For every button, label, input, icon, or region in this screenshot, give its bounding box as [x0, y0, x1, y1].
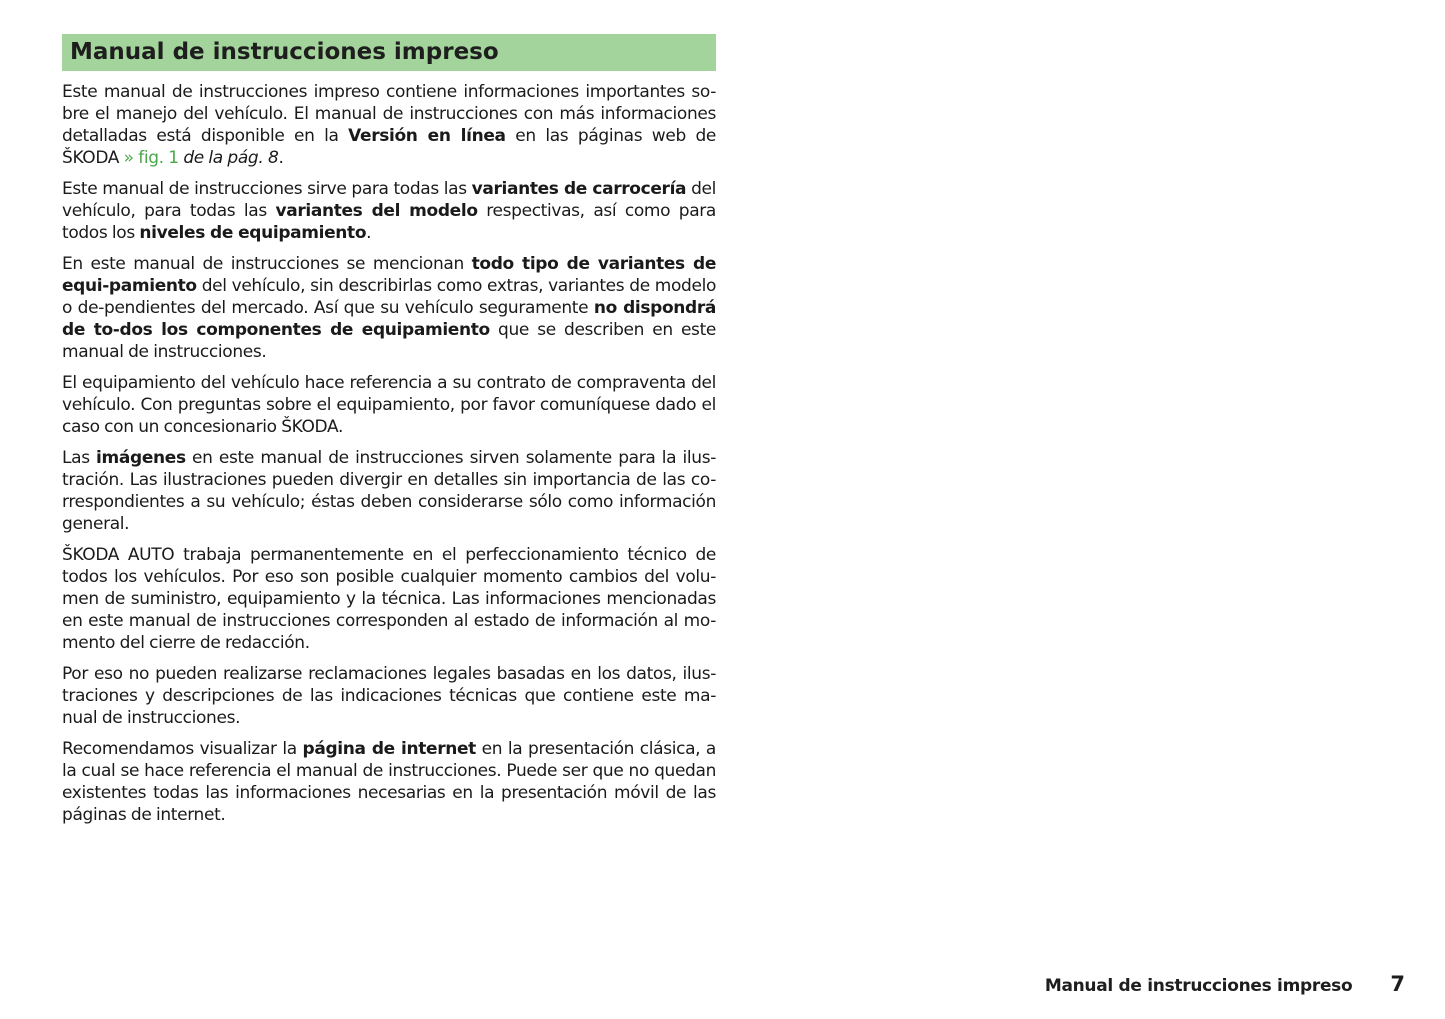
page-reference: de la pág. 8 — [178, 148, 279, 168]
text: Por eso no pueden realizarse reclamaciones legales basadas en los datos, ilus-traciones y descripciones de las indicaciones técnicas que contiene este ma-nual de instrucciones. — [62, 664, 716, 728]
text: respectivas, así como para todos los — [62, 201, 716, 243]
text: en la presentación clásica, a la cual se hace referencia el manual de instrucciones. Puede ser que no quedan existentes todas las informaciones necesarias en la presentación móvil de las páginas de internet. — [62, 739, 716, 825]
text: en las páginas web de ŠKODA — [62, 126, 717, 168]
paragraph-legal-claims — [62, 663, 716, 729]
text: Este manual de instrucciones sirve para todas las — [62, 179, 472, 199]
paragraph-contract — [62, 372, 716, 438]
bold-model-variants: variantes del modelo — [275, 201, 478, 221]
paragraph-images — [62, 447, 716, 535]
bold-website: página de internet — [302, 739, 476, 759]
bold-body-variants: variantes de carrocería — [471, 179, 687, 199]
text: en este manual de instrucciones sirven solamente para la ilus-tración. Las ilustraciones pueden divergir en detalles sin importancia de las co-rrespondientes a su vehículo; éstas deben considerarse sólo como información general. — [62, 448, 717, 534]
paragraph-improvements — [62, 544, 716, 654]
bold-equipment-levels: niveles de equipamiento — [139, 223, 367, 243]
main-column — [62, 34, 716, 835]
bold-images: imágenes — [96, 448, 186, 468]
text: Este manual de instrucciones impreso contiene informaciones importantes so-bre el manejo del vehículo. El manual de instrucciones con más informaciones detalladas está disponible en la — [62, 82, 716, 146]
page-footer — [1045, 970, 1405, 998]
section-heading: Manual de instrucciones impreso — [62, 34, 716, 71]
page-number: 7 — [1390, 972, 1405, 996]
paragraph-website — [62, 738, 716, 826]
paragraph-variants — [62, 178, 716, 244]
text: . — [366, 223, 372, 243]
paragraph-equipment-variants — [62, 253, 716, 363]
text: del vehículo, para todas las — [62, 179, 716, 221]
bold-not-all-components: no dispondrá de to-dos los componentes de equipamiento — [62, 298, 717, 340]
text: Recomendamos visualizar la — [62, 739, 303, 759]
text: . — [278, 148, 284, 168]
text: Las — [62, 448, 97, 468]
bold-online-version: Versión en línea — [348, 126, 506, 146]
figure-reference-link[interactable]: » fig. 1 — [123, 148, 179, 168]
paragraph-printed-manual — [62, 81, 716, 169]
bold-all-equipment-variants: todo tipo de variantes de equi-pamiento — [62, 254, 716, 296]
text: del vehículo, sin describirlas como extras, variantes de modelo o de-pendientes del mercado. Así que su vehículo seguramente — [62, 276, 716, 318]
text: El equipamiento del vehículo hace referencia a su contrato de compraventa del vehículo. Con preguntas sobre el equipamiento, por favor comuníquese dado el caso con un concesionario ŠKODA. — [62, 373, 716, 437]
text: ŠKODA AUTO trabaja permanentemente en el perfeccionamiento técnico de todos los vehículos. Por eso son posible cualquier momento cambios del volu-men de suministro, equipamiento y la técnica. Las informaciones mencionadas en este manual de instrucciones corresponden al estado de información al mo-mento del cierre de redacción. — [62, 545, 716, 653]
text: En este manual de instrucciones se mencionan — [62, 254, 472, 274]
text: que se describen en este manual de instrucciones. — [62, 320, 716, 362]
footer-title: Manual de instrucciones impreso — [1044, 976, 1353, 996]
